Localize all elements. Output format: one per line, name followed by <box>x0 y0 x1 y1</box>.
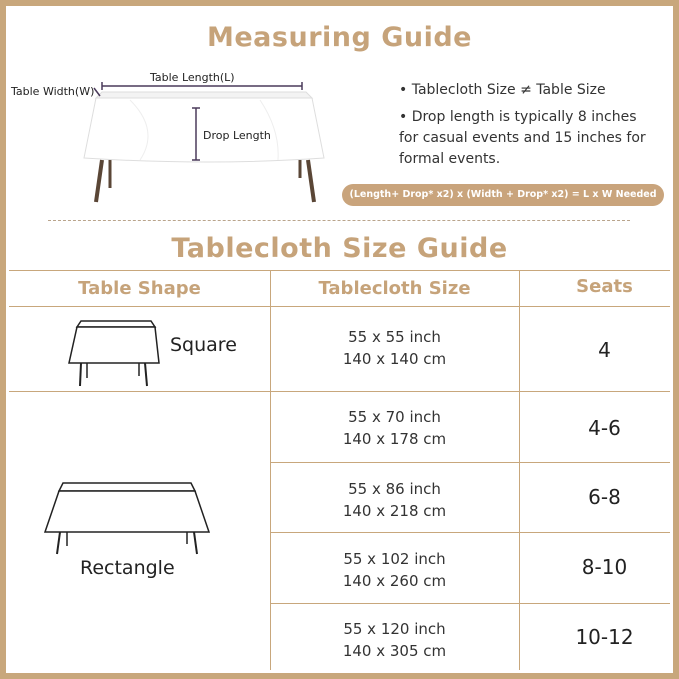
size-inch: 55 x 86 inch <box>348 480 441 498</box>
size-guide-title: Tablecloth Size Guide <box>171 233 508 264</box>
shape-rectangle-label: Rectangle <box>80 557 175 579</box>
size-cm: 140 x 178 cm <box>342 430 447 448</box>
size-cell <box>270 326 519 370</box>
square-table-icon <box>65 318 165 388</box>
size-inch: 55 x 55 inch <box>348 328 441 346</box>
size-cell <box>270 548 519 592</box>
table-line <box>9 391 670 392</box>
table-length-label: Table Length(L) <box>150 71 235 84</box>
bullet-drop-note: • Drop length is typically 8 inches for casual events and 15 inches for formal events. <box>399 109 646 167</box>
section-divider <box>48 220 630 221</box>
header-table-shape: Table Shape <box>78 278 201 299</box>
table-width-label: Table Width(W) <box>11 85 95 98</box>
size-cell <box>270 478 519 522</box>
formula-badge: (Length+ Drop* x2) x (Width + Drop* x2) = L x W Needed <box>342 184 664 206</box>
table-line <box>270 462 670 463</box>
header-tablecloth-size: Tablecloth Size <box>318 278 471 299</box>
shape-square-label: Square <box>170 334 237 356</box>
seats-cell: 10-12 <box>575 625 634 649</box>
table-line <box>270 603 670 604</box>
seats-cell: 4-6 <box>588 416 621 440</box>
seats-cell: 4 <box>598 338 611 362</box>
drop-length-label: Drop Length <box>203 129 271 142</box>
header-seats: Seats <box>576 276 633 297</box>
table-line <box>519 270 520 670</box>
size-cm: 140 x 218 cm <box>342 502 447 520</box>
size-inch: 55 x 120 inch <box>343 620 446 638</box>
size-table <box>9 270 670 670</box>
size-cell <box>270 406 519 450</box>
size-inch: 55 x 102 inch <box>343 550 446 568</box>
table-line <box>270 532 670 533</box>
size-inch: 55 x 70 inch <box>348 408 441 426</box>
measuring-guide-title: Measuring Guide <box>207 22 472 53</box>
seats-cell: 6-8 <box>588 485 621 509</box>
size-cm: 140 x 305 cm <box>342 642 447 660</box>
bullet-size-note: • Tablecloth Size ≠ Table Size <box>399 82 606 98</box>
size-cell <box>270 618 519 662</box>
size-cm: 140 x 140 cm <box>342 350 447 368</box>
rectangle-table-icon <box>43 480 213 556</box>
size-cm: 140 x 260 cm <box>342 572 447 590</box>
seats-cell: 8-10 <box>581 555 628 579</box>
